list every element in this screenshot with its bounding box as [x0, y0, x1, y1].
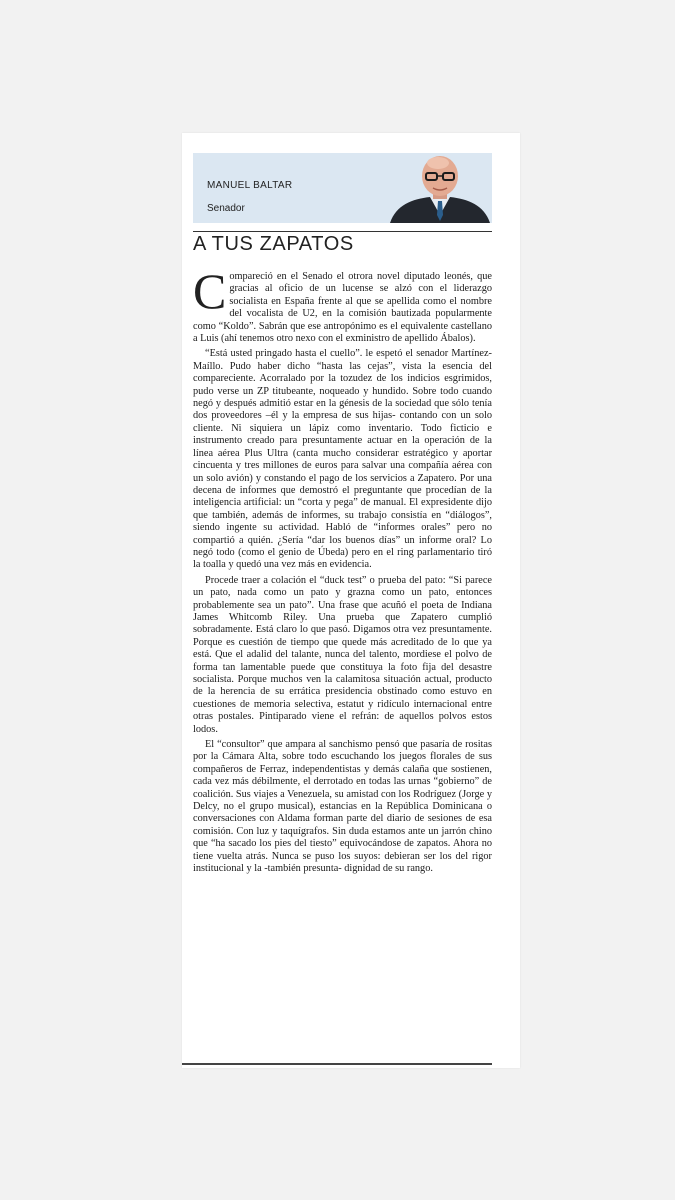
paragraph-3: Procede traer a colación el “duck test” o prueba del pato: “Si parece un pato, nada como un pato y grazna como un pato, entonces probablemente sea un pato”. Una frase que acuñó el poeta de Indiana James Whitcomb Riley. Una prueba que Zapatero cumplió sobradamente. Está claro lo que pasó. Digamos otra vez presuntamente. Porque es cuestión de tiempo que quede más acreditado de lo que ya está. Que el adalid del talante, nunca del talento, mordiese el polvo de forma tan lamentable puede que constituya la foto fija del desastre socialista. Porque muchos ven la calamitosa situación actual, producto de la herencia de su errática presidencia obstinado como estuvo en cuestiones de memoria selectiva, estatut y ridículo internacional entre otras postales. Pintiparado viene el refrán: de aquellos polvos estos lodos.: [193, 574, 492, 735]
author-role: Senador: [207, 203, 245, 214]
bottom-rule: [182, 1063, 492, 1065]
author-portrait: [388, 153, 492, 223]
article-body: [193, 263, 492, 879]
newspaper-clipping: [182, 133, 520, 1068]
paragraph-1-text: ompareció en el Senado el otrora novel diputado leonés, que gracias al oficio de un lucense se alzó con el liderazgo socialista en España frente al que se apellida como el nombre del vocalista de U2, en la comisión bautizada popularmente como “Koldo”. Sabrán que ese antropónimo es el equivalente castellano a Luis (ahí tenemos otro nexo con el exministro de apellido Ábalos).: [193, 271, 492, 345]
paragraph-4: El “consultor” que ampara al sanchismo pensó que pasaría de rositas por la Cámara Alta, sobre todo escuchando los juegos florales de sus compañeros de Ferraz, independentistas y demás calaña que sostienen, cada vez más débilmente, el derrotado en todas las urnas “gobierno” de coalición. Sus viajes a Venezuela, su amistad con los Rodríguez (Jorge y Delcy, no el grupo musical), estancias en la República Dominicana o conversaciones con Aldama forman parte del diario de sesiones de esa comisión. Con luz y taquígrafos. Sin duda estamos ante un jarrón chino que “ha sacado los pies del tiesto” equivocándose de zapatos. Ahora no tiene vuelta atrás. Nunca se puso los suyos: debieran ser los del rigor institucional y la -también presunta- dignidad de su rango.: [193, 739, 492, 875]
paragraph-2: “Está usted pringado hasta el cuello”. le espetó el senador Martínez-Maíllo. Pudo haber dicho “hasta las cejas”, vista la esencia del compareciente. Acorralado por la tozudez de los indicios esgrimidos, pudo verse un ZP titubeante, noqueado y hundido. Sobre todo cuando negó y después admitió estar en la génesis de la sociedad que sólo tenía dos proveedores –él y la empresa de sus hijas- contando con un solo cliente. Ni siquiera un lápiz como inventario. Todo ficticio e instrumento creado para presuntamente actuar en la operación de la línea aérea Plus Ultra (canta mucho considerar estratégico y aportar cincuenta y tres millones de euros para salvar una compañía aérea con un solo avión) y constando el pago de los servicios a Zapatero. Por una decena de informes que demostró el preguntante que procedían de la inteligencia artificial: un “corta y pega” de manual. El expresidente dijo que también, además de informes, su trabajo consistía en “diálogos”, siendo ingente su actividad. Habló de “informes orales” pero no compartió a quién. ¿Sería “dar los buenos días” un informe oral? Lo negó todo (como el genio de Úbeda) pero en el ring parlamentario tiró la toalla y quedó una vez más en evidencia.: [193, 348, 492, 571]
author-header: [193, 153, 492, 223]
drop-cap: C: [193, 263, 227, 319]
author-name: MANUEL BALTAR: [207, 180, 293, 191]
article-title: A TUS ZAPATOS: [193, 231, 492, 256]
paragraph-1: [193, 263, 492, 345]
